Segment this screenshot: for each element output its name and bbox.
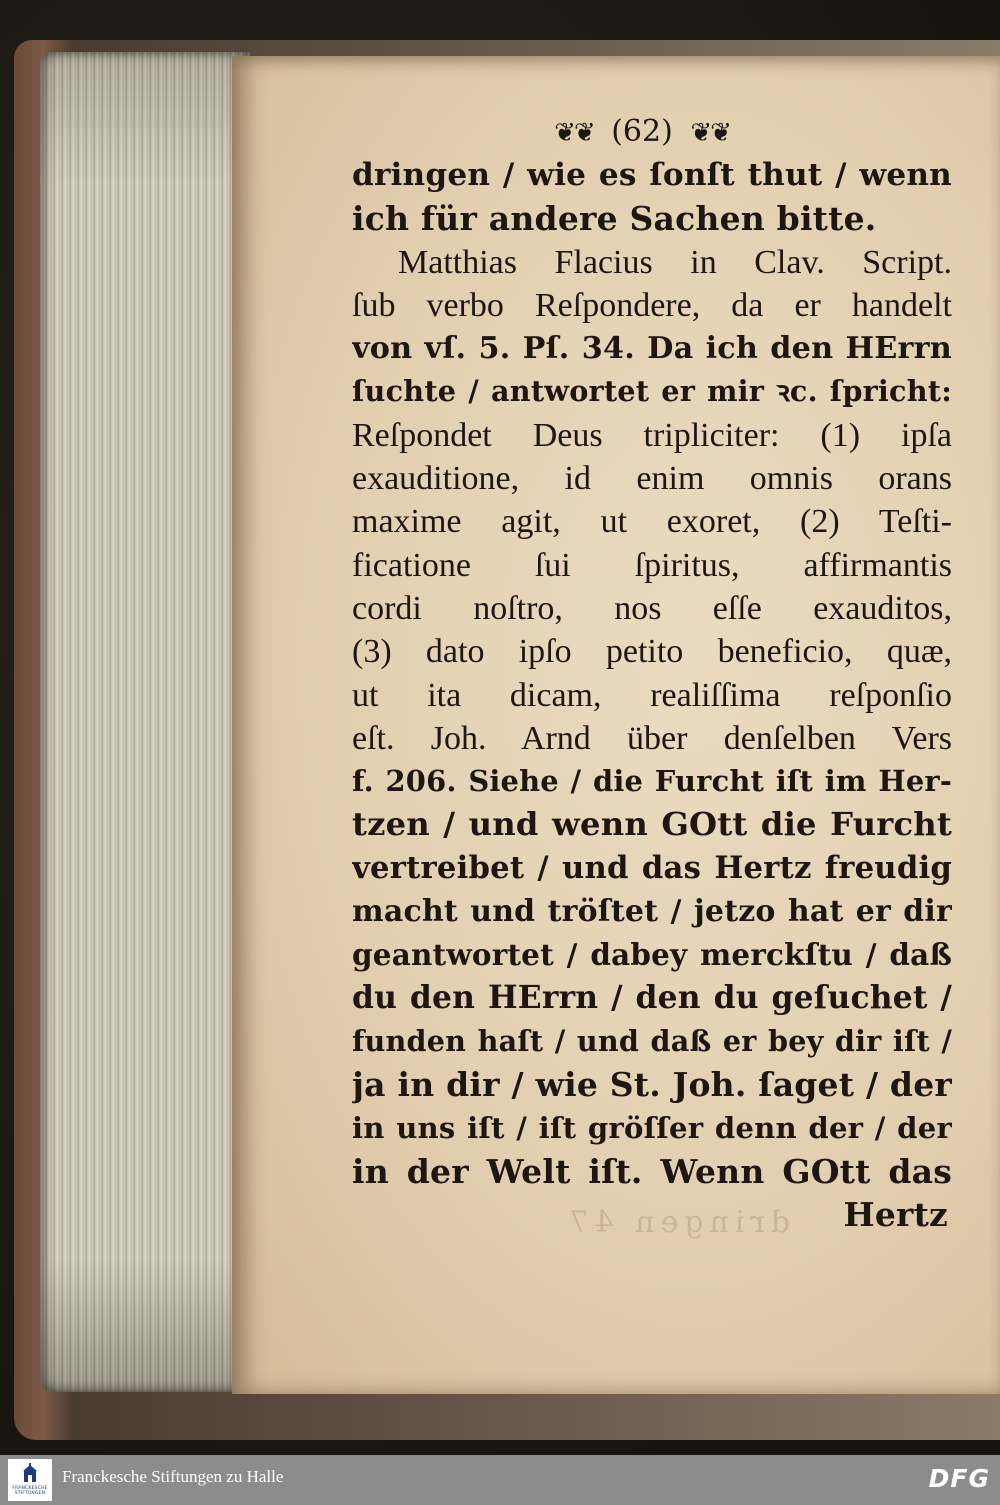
text-line: funden haſt / und daß er bey dir iſt / <box>352 1023 952 1058</box>
text-line: in uns iſt / iſt gröſſer denn der / der <box>352 1110 952 1145</box>
text-line: maxime agit, ut exoret, (2) Teſti- <box>352 503 952 541</box>
text-line: ja in dir / wie St. Joh. ſaget / der <box>352 1065 952 1105</box>
text-line: geantwortet / dabey merckſtu / daß <box>352 937 952 973</box>
page-number: (62) <box>611 114 673 149</box>
institution-name[interactable]: Franckesche Stiftungen zu Halle <box>62 1467 284 1486</box>
text-line: ſub verbo Reſpondere, da er handelt <box>352 286 952 324</box>
footer-bar <box>0 1455 1000 1505</box>
text-line: in der Welt iſt. Wenn GOtt das <box>352 1151 952 1191</box>
page-header <box>332 110 952 154</box>
ornament-left-icon: ❦❦ <box>554 118 594 148</box>
text-line: ſuchte / antwortet er mir ꝛc. ſpricht: <box>352 374 952 409</box>
text-line: dringen / wie es ſonſt thut / wenn <box>352 157 952 193</box>
ornament-right-icon: ❦❦ <box>690 118 730 148</box>
text-line: exauditione, id enim omnis orans <box>352 460 952 498</box>
building-icon <box>22 1463 38 1483</box>
text-line: Reſpondet Deus tripliciter: (1) ipſa <box>352 416 952 454</box>
page-edges-shade <box>40 52 250 1392</box>
text-line: ut ita dicam, realiſſima reſponſio <box>352 676 952 714</box>
logo-caption: FRANCKESCHE STIFTUNGEN <box>12 1486 48 1496</box>
text-line: eſt. Joh. Arnd über denſelben Vers <box>352 719 952 757</box>
text-line: ficatione ſui ſpiritus, affirmantis <box>352 546 952 584</box>
text-line: cordi noſtro, nos eſſe exauditos, <box>352 589 952 627</box>
text-line: ich für andere Sachen bitte. <box>352 199 877 239</box>
text-line: tzen / und wenn GOtt die Furcht <box>352 805 952 844</box>
text-line: macht und tröſtet / jetzo hat er dir <box>352 894 952 930</box>
bleed-through-text: dringen 47 <box>563 1205 790 1240</box>
page-text-block <box>352 110 952 1236</box>
text-line: Matthias Flacius in Clav. Script. <box>398 243 952 281</box>
text-line: von vſ. 5. Pſ. 34. Da ich den HErrn <box>352 331 952 367</box>
dfg-logo[interactable]: DFG <box>928 1464 990 1493</box>
text-line: (3) dato ipſo petito beneficio, quæ, <box>352 633 952 671</box>
text-line: f. 206. Siehe / die Furcht iſt im Her- <box>352 764 952 799</box>
institution-logo[interactable] <box>8 1459 52 1501</box>
text-line: vertreibet / und das Hertz freudig <box>352 849 952 886</box>
catchword: Hertz <box>843 1195 948 1235</box>
text-line: du den HErrn / den du geſuchet / <box>352 979 952 1016</box>
